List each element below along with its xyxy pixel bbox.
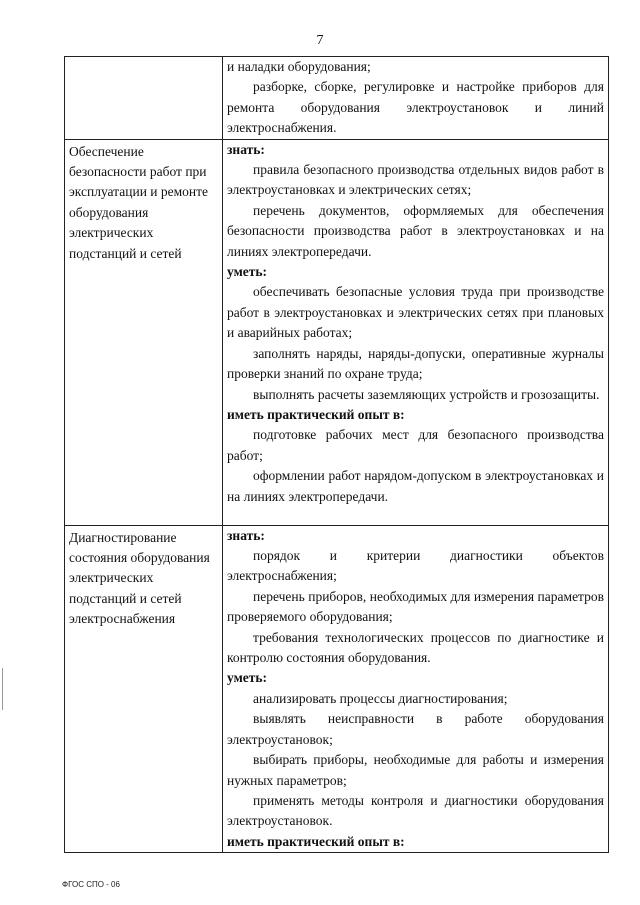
requirements-cell [223, 139, 609, 525]
table-row [65, 525, 609, 853]
section-heading: уметь: [227, 264, 268, 280]
table-row [65, 57, 609, 140]
requirement-text: порядок и критерии диагностики объектов электроснабжения; [227, 548, 604, 584]
section-heading: знать: [227, 141, 265, 157]
requirement-text: выбирать приборы, необходимые для работы и измерения нужных параметров; [227, 752, 604, 788]
requirement-text: выполнять расчеты заземляющих устройств и грозозащиты. [253, 386, 600, 402]
section-heading: иметь практический опыт в: [227, 833, 405, 849]
activity-cell [65, 57, 223, 140]
footer-code: ФГОС СПО - 06 [62, 880, 120, 889]
requirements-cell [223, 57, 609, 140]
requirement-text: обеспечивать безопасные условия труда при производстве работ в электроустановках и электрических сетях при плановых и аварийных работах; [227, 284, 604, 341]
section-heading: иметь практический опыт в: [227, 406, 405, 422]
section-heading: уметь: [227, 670, 268, 686]
requirement-text: подготовке рабочих мест для безопасного производства работ; [227, 427, 604, 463]
requirement-text: применять методы контроля и диагностики оборудования электроустановок. [227, 792, 604, 829]
requirement-text: разборке, сборке, регулировке и настройке приборов для ремонта оборудования электроустановок и линий электроснабжения. [227, 79, 604, 136]
table-row [65, 139, 609, 525]
page-number: 7 [316, 33, 324, 48]
requirement-text: заполнять наряды, наряды-допуски, оперативные журналы проверки знаний по охране труда; [227, 345, 604, 382]
requirement-text: оформлении работ нарядом-допуском в электроустановках и на линиях электропередачи. [227, 468, 604, 504]
scan-mark [2, 668, 3, 710]
requirement-text: требования технологических процессов по диагностике и контролю состояния оборудования. [227, 629, 604, 666]
requirements-cell [223, 525, 609, 853]
activity-cell: Обеспечение безопасности работ при эксплуатации и ремонте оборудования электрических подстанций и сетей [65, 139, 223, 525]
requirement-text: перечень документов, оформляемых для обеспечения безопасности производства работ в электроустановках и на линиях электропередачи. [227, 202, 604, 259]
requirement-text: перечень приборов, необходимых для измерения параметров проверяемого оборудования; [227, 588, 604, 625]
activity-cell: Диагностирование состояния оборудования электрических подстанций и сетей электроснабжения [65, 525, 223, 853]
competency-table [64, 56, 609, 853]
requirement-text: выявлять неисправности в работе оборудования электроустановок; [227, 711, 604, 747]
requirement-text: правила безопасного производства отдельных видов работ в электроустановках и электрических сетях; [227, 162, 604, 198]
requirement-text: и наладки оборудования; [227, 59, 371, 74]
requirement-text: анализировать процессы диагностирования; [253, 690, 508, 706]
section-heading: знать: [227, 527, 265, 543]
